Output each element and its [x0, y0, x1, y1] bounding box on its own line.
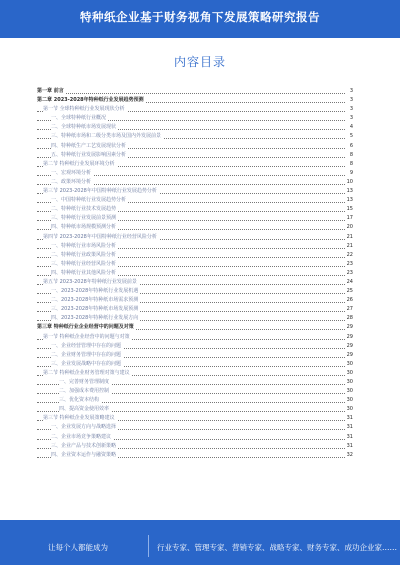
- toc-entry-label: 第五节 2023-2028年特种纸行业发展前景: [43, 278, 137, 285]
- toc-page-number: 30: [346, 397, 353, 404]
- header-banner: [0, 0, 400, 38]
- toc-page-number: 31: [346, 415, 353, 422]
- report-title: 特种纸企业基于财务视角下发展策略研究报告: [80, 10, 320, 24]
- toc-entry-label: 第二节 特种纸企业财务管理对策与建议: [43, 369, 130, 376]
- toc-entry-label: 二、2023-2028年特种纸市场需求预测: [51, 297, 139, 304]
- toc-page-number: 22: [346, 251, 353, 258]
- toc-page-number: 29: [346, 342, 353, 349]
- toc-entry[interactable]: [37, 351, 353, 360]
- toc-page-number: 30: [346, 388, 353, 395]
- footer-banner: [0, 520, 400, 565]
- footer-slogan: 让每个人都能成为: [48, 543, 108, 552]
- toc-entry[interactable]: [37, 242, 353, 251]
- toc-entry-label: 四、特种纸生产工艺发展现状分析: [51, 142, 127, 149]
- toc-entry-label: 一、中国特种纸行业发展趋势分析: [51, 197, 127, 204]
- toc-entry-label: 四、2023-2028年特种纸行业发展方向: [51, 315, 139, 322]
- toc-page-number: 3: [349, 97, 353, 104]
- toc-entry[interactable]: [37, 333, 353, 342]
- toc-page-number: 13: [346, 188, 353, 195]
- toc-entry[interactable]: [37, 387, 353, 396]
- toc-entry-label: 三、2023-2028年特种纸市场发展预测: [51, 306, 139, 313]
- toc-entry-label: 第一节 全球特种纸行业发展现状分析: [43, 106, 125, 113]
- toc-entry[interactable]: [37, 151, 353, 160]
- toc-entry-label: 四、特种纸行业其他风险分析: [51, 269, 117, 276]
- toc-entry[interactable]: [37, 187, 353, 196]
- toc-entry-label: 一、2023-2028年特种纸行业发展机遇: [51, 288, 139, 295]
- toc-entry[interactable]: [37, 378, 353, 387]
- toc-page-number: 8: [349, 160, 353, 167]
- toc-entry-label: 三、优化资本结构: [59, 397, 100, 404]
- toc-entry-label: 二、特种纸行业技术发展趋势: [51, 206, 117, 213]
- toc-page-number: 29: [346, 351, 353, 358]
- toc-entry-label: 二、加强成本费用控制: [59, 388, 110, 395]
- toc-entry[interactable]: [37, 305, 353, 314]
- toc-page-number: 25: [346, 288, 353, 295]
- toc-entry[interactable]: [37, 414, 353, 423]
- toc-page-number: 15: [346, 206, 353, 213]
- toc-page-number: 31: [346, 442, 353, 449]
- toc-entry[interactable]: [37, 214, 353, 223]
- toc-entry[interactable]: [37, 223, 353, 232]
- toc-entry-label: 二、政策环境分析: [51, 178, 92, 185]
- toc-page-number: 30: [346, 379, 353, 385]
- footer-tagline: 行业专家、管理专家、营销专家、战略专家、财务专家、成功企业家……: [157, 543, 397, 552]
- toc-entry-label: 一、宏观环境分析: [51, 169, 92, 176]
- toc-page-number: 29: [346, 333, 353, 340]
- toc-entry-label: 第三章 特种纸行业企业经营中的问题及对策: [37, 324, 134, 331]
- toc-entry-label: 二、特种纸行业政策风险分析: [51, 251, 117, 258]
- toc-page-number: 31: [346, 433, 353, 440]
- toc-entry[interactable]: [37, 323, 353, 332]
- toc-page-number: 17: [346, 215, 353, 222]
- toc-page-number: 21: [346, 233, 353, 240]
- toc-page-number: 31: [346, 424, 353, 431]
- toc-page-number: 10: [346, 178, 353, 185]
- footer-divider: [148, 535, 149, 557]
- toc-entry[interactable]: [37, 296, 353, 305]
- toc-entry[interactable]: [37, 105, 353, 114]
- toc-entry[interactable]: [37, 278, 353, 287]
- toc-entry-label: 第一章 前言: [37, 88, 64, 94]
- toc-entry-label: 五、特种纸行业发展影响因素分析: [51, 151, 127, 158]
- toc-entry[interactable]: [37, 451, 353, 460]
- toc-entry-label: 第一节 特种纸企业经营中的问题与对策: [43, 333, 130, 340]
- toc-page-number: 30: [346, 360, 353, 367]
- toc-entry-label: 第二章 2023-2028年特种纸行业发展趋势预测: [37, 97, 144, 104]
- toc-entry[interactable]: [37, 87, 353, 96]
- toc-entry-label: 第三节 2023-2028年中国特种纸行业发展趋势分析: [43, 188, 157, 195]
- toc-page-number: 6: [349, 142, 353, 149]
- toc-page-number: 32: [346, 451, 353, 458]
- toc-entry-label: 第三节 特种纸企业发展策略建议: [43, 415, 115, 422]
- toc-entry[interactable]: [37, 123, 353, 132]
- toc-entry-label: 四、特种纸市场规模预测分析: [51, 224, 117, 231]
- toc-page-number: 9: [349, 169, 353, 176]
- toc-page-number: 27: [346, 306, 353, 313]
- toc-entry[interactable]: [37, 169, 353, 178]
- toc-entry[interactable]: [37, 442, 353, 451]
- toc-entry[interactable]: [37, 260, 353, 269]
- toc-entry[interactable]: [37, 132, 353, 141]
- toc-entry-label: 四、企业资本运作与融资策略: [51, 451, 117, 458]
- toc-page-number: 5: [349, 133, 353, 140]
- toc-page-number: 3: [349, 106, 353, 113]
- toc-entry-label: 三、企业发展战略中存在的问题: [51, 360, 122, 367]
- toc-entry-label: 第二节 特种纸行业发展环境分析: [43, 160, 115, 167]
- toc-entry-label: 四、提高资金使用效率: [59, 406, 110, 413]
- toc-page-number: 24: [346, 278, 353, 285]
- toc-entry[interactable]: [37, 251, 353, 260]
- toc-entry[interactable]: [37, 96, 353, 105]
- toc-page-number: 13: [346, 197, 353, 204]
- toc-page-number: 20: [346, 224, 353, 231]
- toc-entry-label: 第四节 2023-2028年中国特种纸行业经营风险分析: [43, 233, 157, 240]
- toc-entry-label: 二、企业市场竞争策略建议: [51, 433, 112, 440]
- toc-entry-label: 三、企业产品与技术创新策略: [51, 442, 117, 449]
- toc-entry[interactable]: [37, 314, 353, 323]
- toc-entry[interactable]: [37, 178, 353, 187]
- toc-entry-label: 三、特种纸行业发展前景预测: [51, 215, 117, 222]
- toc-entry-label: 一、全球特种纸行业概况: [51, 115, 107, 122]
- toc-entry-label: 二、全球特种纸市场发展现状: [51, 124, 117, 131]
- toc-entry[interactable]: [37, 423, 353, 432]
- toc-entry[interactable]: [37, 396, 353, 405]
- toc-page-number: 23: [346, 260, 353, 267]
- toc-entry[interactable]: [37, 405, 353, 414]
- toc-page-number: 8: [349, 151, 353, 158]
- toc-entry-label: 一、特种纸行业市场风险分析: [51, 242, 117, 249]
- toc-entry[interactable]: [37, 342, 353, 351]
- toc-entry[interactable]: [37, 196, 353, 205]
- toc-entry[interactable]: [37, 433, 353, 442]
- toc-entry-label: 二、企业财务管理中存在的问题: [51, 351, 122, 358]
- toc-entry[interactable]: [37, 142, 353, 151]
- toc-page-number: 30: [346, 406, 353, 413]
- toc-page-number: 4: [349, 124, 353, 131]
- toc-page-number: 28: [346, 315, 353, 322]
- toc-entry[interactable]: [37, 269, 353, 278]
- toc-entry-label: 一、企业发展方向与战略选择: [51, 424, 117, 431]
- toc-page-number: 3: [349, 88, 353, 94]
- toc-entry[interactable]: [37, 369, 353, 378]
- toc-entry[interactable]: [37, 205, 353, 214]
- table-of-contents: [37, 87, 353, 460]
- toc-page-number: 29: [346, 324, 353, 331]
- toc-entry[interactable]: [37, 233, 353, 242]
- toc-page-number: 30: [346, 369, 353, 376]
- toc-page-number: 23: [346, 269, 353, 276]
- toc-leader-dots: [37, 93, 345, 94]
- toc-entry-label: 一、完善财务管理制度: [59, 379, 110, 385]
- toc-entry-label: 一、企业经营管理中存在的问题: [51, 342, 122, 349]
- toc-entry[interactable]: [37, 360, 353, 369]
- toc-entry[interactable]: [37, 287, 353, 296]
- toc-entry-label: 三、特种纸市场和二级分类市场及国内外发展前景: [51, 133, 162, 140]
- toc-heading: 内容目录: [173, 55, 226, 69]
- toc-page-number: 21: [346, 242, 353, 249]
- toc-entry[interactable]: [37, 114, 353, 123]
- toc-entry-label: 三、特种纸行业经营风险分析: [51, 260, 117, 267]
- toc-entry[interactable]: [37, 160, 353, 169]
- toc-page-number: 3: [349, 115, 353, 122]
- toc-page-number: 26: [346, 297, 353, 304]
